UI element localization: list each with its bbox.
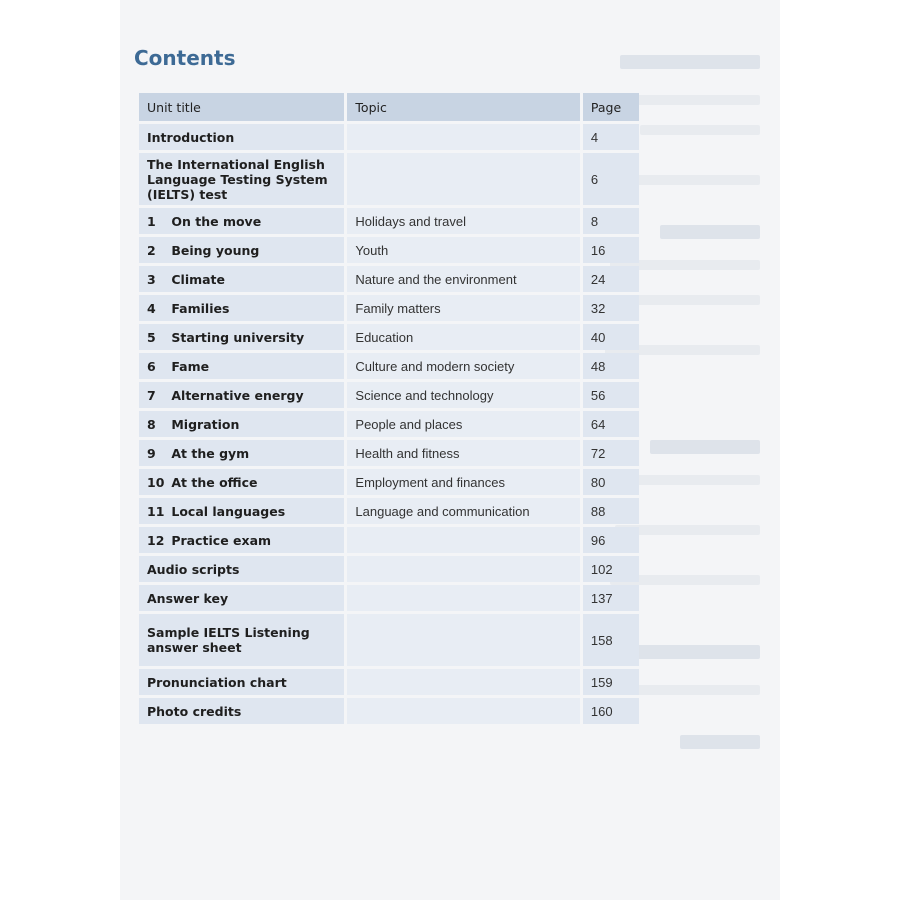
page-number-cell: 32 bbox=[583, 295, 639, 321]
table-row bbox=[139, 411, 639, 437]
header-page: Page bbox=[583, 93, 639, 121]
table-row bbox=[139, 353, 639, 379]
unit-title-cell bbox=[139, 153, 344, 205]
unit-title: At the office bbox=[171, 474, 258, 490]
table-row bbox=[139, 266, 639, 292]
page-number-cell: 8 bbox=[583, 208, 639, 234]
unit-title-cell bbox=[139, 440, 344, 466]
page-number-cell: 4 bbox=[583, 124, 639, 150]
page-number-cell: 64 bbox=[583, 411, 639, 437]
unit-title-cell bbox=[139, 527, 344, 553]
unit-number: 9 bbox=[147, 445, 156, 461]
unit-title-cell bbox=[139, 266, 344, 292]
unit-title: The International English Language Testing System (IELTS) test bbox=[147, 156, 328, 202]
page-number-cell: 158 bbox=[583, 614, 639, 666]
topic-cell: Youth bbox=[347, 237, 579, 263]
unit-title: Fame bbox=[171, 358, 210, 374]
contents-table bbox=[136, 90, 642, 727]
topic-cell: Holidays and travel bbox=[347, 208, 579, 234]
topic-cell: Health and fitness bbox=[347, 440, 579, 466]
unit-title-cell bbox=[139, 208, 344, 234]
unit-title-cell bbox=[139, 237, 344, 263]
page-number-cell: 6 bbox=[583, 153, 639, 205]
unit-number: 11 bbox=[147, 503, 165, 519]
page-number-cell: 137 bbox=[583, 585, 639, 611]
topic-cell: People and places bbox=[347, 411, 579, 437]
table-row bbox=[139, 585, 639, 611]
table-row bbox=[139, 556, 639, 582]
unit-title-cell bbox=[139, 295, 344, 321]
topic-cell: Culture and modern society bbox=[347, 353, 579, 379]
unit-title-cell bbox=[139, 585, 344, 611]
unit-number: 7 bbox=[147, 387, 156, 403]
page-number-cell: 102 bbox=[583, 556, 639, 582]
unit-title: On the move bbox=[171, 213, 262, 229]
unit-title: Photo credits bbox=[147, 703, 242, 719]
page-number-cell: 88 bbox=[583, 498, 639, 524]
topic-cell: Nature and the environment bbox=[347, 266, 579, 292]
unit-number: 10 bbox=[147, 474, 165, 490]
unit-title-cell bbox=[139, 614, 344, 666]
table-row bbox=[139, 440, 639, 466]
table-row bbox=[139, 498, 639, 524]
page-number-cell: 96 bbox=[583, 527, 639, 553]
unit-title-cell bbox=[139, 324, 344, 350]
header-topic: Topic bbox=[347, 93, 579, 121]
unit-title-cell bbox=[139, 498, 344, 524]
page-number-cell: 16 bbox=[583, 237, 639, 263]
unit-title: Answer key bbox=[147, 590, 229, 606]
unit-title: Migration bbox=[171, 416, 240, 432]
unit-title: Pronunciation chart bbox=[147, 674, 287, 690]
unit-number: 2 bbox=[147, 242, 156, 258]
topic-cell: Language and communication bbox=[347, 498, 579, 524]
unit-title: Introduction bbox=[147, 129, 235, 145]
unit-number: 3 bbox=[147, 271, 156, 287]
topic-cell bbox=[347, 669, 579, 695]
unit-number: 5 bbox=[147, 329, 156, 345]
topic-cell: Science and technology bbox=[347, 382, 579, 408]
unit-title-cell bbox=[139, 669, 344, 695]
table-body bbox=[139, 124, 639, 724]
topic-cell: Education bbox=[347, 324, 579, 350]
table-row bbox=[139, 237, 639, 263]
unit-title: Climate bbox=[171, 271, 226, 287]
topic-cell: Family matters bbox=[347, 295, 579, 321]
page-number-cell: 40 bbox=[583, 324, 639, 350]
unit-number: 8 bbox=[147, 416, 156, 432]
table-row bbox=[139, 698, 639, 724]
unit-title-cell bbox=[139, 469, 344, 495]
table-row bbox=[139, 669, 639, 695]
unit-title-cell bbox=[139, 556, 344, 582]
topic-cell bbox=[347, 614, 579, 666]
topic-cell bbox=[347, 153, 579, 205]
table-row bbox=[139, 295, 639, 321]
table-header-row bbox=[139, 93, 639, 121]
unit-title: Families bbox=[171, 300, 230, 316]
table-row bbox=[139, 153, 639, 205]
topic-cell: Employment and finances bbox=[347, 469, 579, 495]
topic-cell bbox=[347, 556, 579, 582]
table-row bbox=[139, 382, 639, 408]
page-title: Contents bbox=[134, 46, 236, 70]
unit-number: 1 bbox=[147, 213, 156, 229]
unit-title: Practice exam bbox=[171, 532, 272, 548]
unit-number: 12 bbox=[147, 532, 165, 548]
unit-title-cell bbox=[139, 353, 344, 379]
table-row bbox=[139, 124, 639, 150]
page-number-cell: 159 bbox=[583, 669, 639, 695]
page-number-cell: 24 bbox=[583, 266, 639, 292]
topic-cell bbox=[347, 527, 579, 553]
unit-title: Local languages bbox=[171, 503, 286, 519]
table-row bbox=[139, 614, 639, 666]
table-row bbox=[139, 469, 639, 495]
unit-title-cell bbox=[139, 382, 344, 408]
unit-title-cell bbox=[139, 698, 344, 724]
unit-title: Being young bbox=[171, 242, 260, 258]
unit-title: Audio scripts bbox=[147, 561, 240, 577]
unit-title: Sample IELTS Listening answer sheet bbox=[147, 625, 310, 655]
unit-number: 4 bbox=[147, 300, 156, 316]
table-row bbox=[139, 324, 639, 350]
unit-title-cell bbox=[139, 124, 344, 150]
unit-title: At the gym bbox=[171, 445, 250, 461]
page-number-cell: 48 bbox=[583, 353, 639, 379]
table-row bbox=[139, 208, 639, 234]
page-number-cell: 80 bbox=[583, 469, 639, 495]
unit-title-cell bbox=[139, 411, 344, 437]
page-number-cell: 72 bbox=[583, 440, 639, 466]
page-number-cell: 160 bbox=[583, 698, 639, 724]
topic-cell bbox=[347, 124, 579, 150]
unit-title: Starting university bbox=[171, 329, 305, 345]
topic-cell bbox=[347, 585, 579, 611]
page-number-cell: 56 bbox=[583, 382, 639, 408]
table-row bbox=[139, 527, 639, 553]
topic-cell bbox=[347, 698, 579, 724]
unit-title: Alternative energy bbox=[171, 387, 304, 403]
header-unit-title: Unit title bbox=[139, 93, 344, 121]
unit-number: 6 bbox=[147, 358, 156, 374]
